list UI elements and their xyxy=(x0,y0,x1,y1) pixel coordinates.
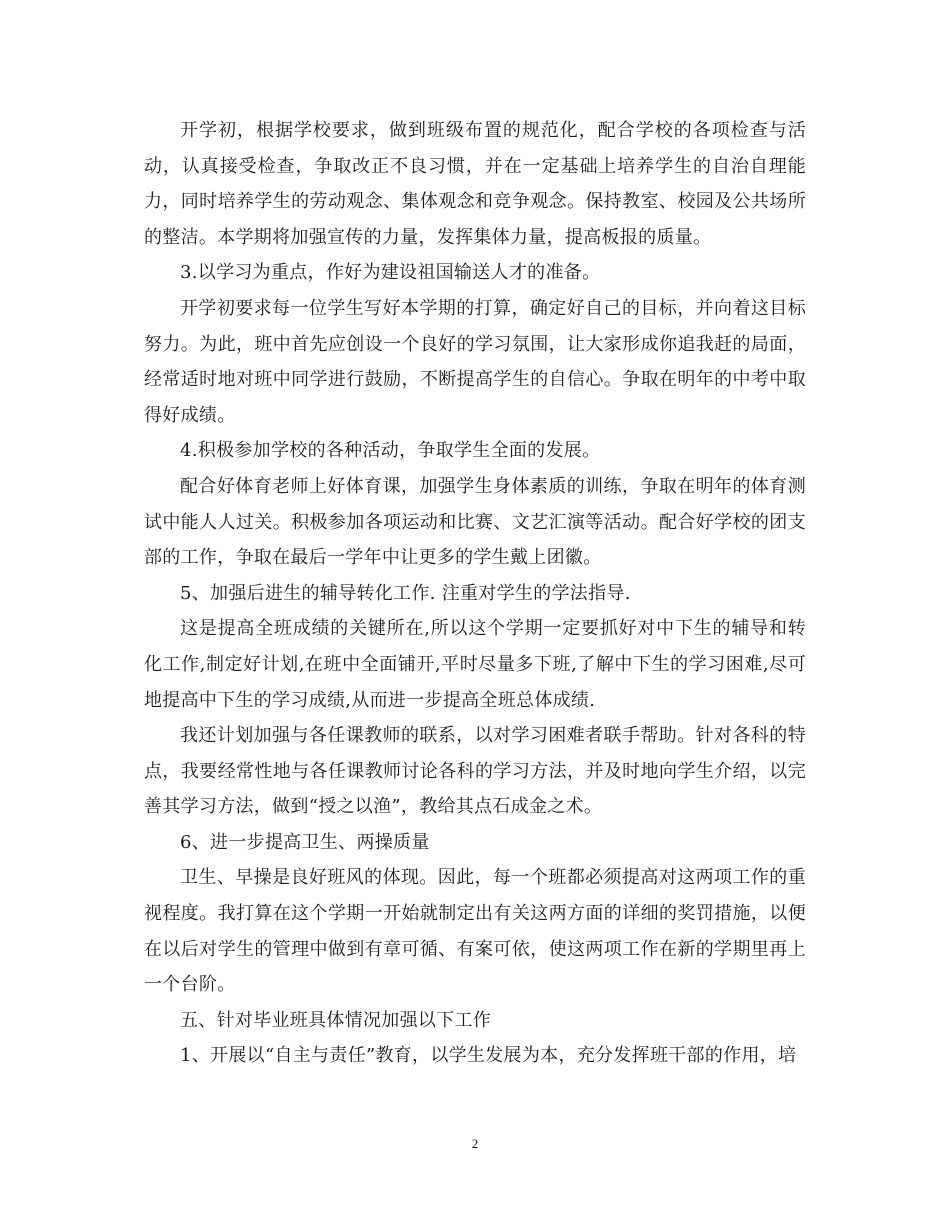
paragraph-autonomy: 1、开展以“自主与责任”教育，以学生发展为本，充分发挥班干部的作用，培 xyxy=(180,1045,797,1067)
document-body xyxy=(144,113,806,1074)
paragraph-class-layout: 开学初，根据学校要求，做到班级布置的规范化，配合学校的各项检查与活动，认真接受检查，争取改正不良习惯，并在一定基础上培养学生的自治自理能力，同时培养学生的劳动观念、集体观念和竞争观念。保持教室、校园及公共场所的整洁。本学期将加强宣传的力量，发挥集体力量，提高板报的质量。 xyxy=(144,120,806,248)
paragraph-study-plan: 开学初要求每一位学生写好本学期的打算，确定好自己的目标，并向着这目标努力。为此，班中首先应创设一个良好的学习氛围，让大家形成你追我赶的局面，经常适时地对班中同学进行鼓励，不断提高学生的自信心。争取在明年的中考中取得好成绩。 xyxy=(144,297,806,426)
heading-graduating-class: 五、针对毕业班具体情况加强以下工作 xyxy=(180,1009,492,1031)
paragraph-sports: 配合好体育老师上好体育课，加强学生身体素质的训练，争取在明年的体育测试中能人人过关。积极参加各项运动和比赛、文艺汇演等活动。配合好学校的团支部的工作，争取在最后一学年中让更多的学生戴上团徽。 xyxy=(144,475,806,569)
heading-school-activities: 4.积极参加学校的各种活动，争取学生全面的发展。 xyxy=(180,440,601,462)
page-number: 2 xyxy=(471,1136,479,1151)
paragraph-tutoring: 这是提高全班成绩的关键所在,所以这个学期一定要抓好对中下生的辅导和转化工作,制定好计划,在班中全面铺开,平时尽量多下班,了解中下生的学习困难,尽可地提高中下生的学习成绩,从而进一步提高全班总体成绩. xyxy=(144,618,806,711)
paragraph-hygiene: 卫生、早操是良好班风的体现。因此，每一个班都必须提高对这两项工作的重视程度。我打算在这个学期一开始就制定出有关这两方面的详细的奖罚措施，以便在以后对学生的管理中做到有章可循、有案可依，使这两项工作在新的学期里再上一个台阶。 xyxy=(144,867,806,996)
heading-hygiene: 6、进一步提高卫生、两操质量 xyxy=(180,831,430,853)
heading-tutoring: 5、加强后进生的辅导转化工作. 注重对学生的学法指导. xyxy=(180,582,631,604)
paragraph-teacher-contact: 我还计划加强与各任课教师的联系，以对学习困难者联手帮助。针对各科的特点，我要经常性地与各任课教师讨论各科的学习方法，并及时地向学生介绍，以完善其学习方法，做到“授之以渔”，教给其点石成金之术。 xyxy=(144,725,806,818)
heading-study-focus: 3.以学习为重点，作好为建设祖国输送人才的准备。 xyxy=(180,262,601,284)
